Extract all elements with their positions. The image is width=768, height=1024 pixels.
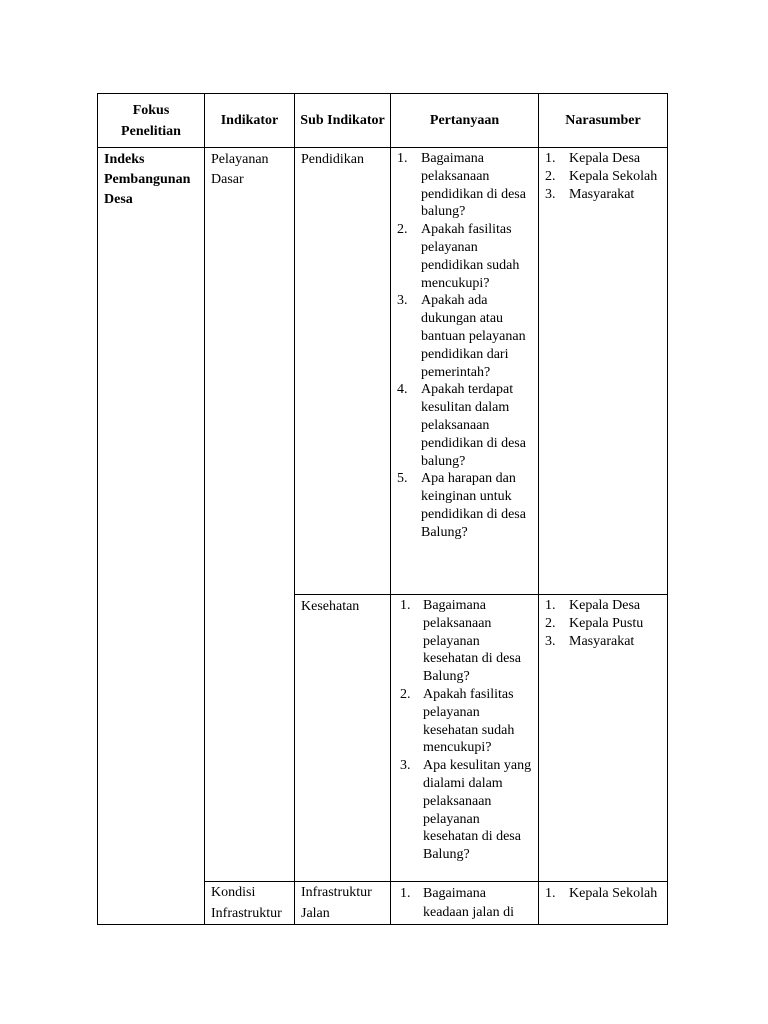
pertanyaan-cell: [391, 148, 539, 595]
list-item: 3. Masyarakat: [545, 633, 635, 649]
sub-indikator-cell: Infrastruktur Jalan: [295, 882, 391, 925]
header-pertanyaan: Pertanyaan: [391, 94, 539, 148]
list-item: 5. Apa harapan dan keinginan untuk pendidikan di desa Balung?: [397, 471, 526, 540]
list-item: 3. Apakah ada dukungan atau bantuan pelayanan pendidikan dari pemerintah?: [397, 293, 526, 380]
list-item: 1. Bagaimana pelaksanaan pendidikan di desa balung?: [397, 151, 526, 220]
list-item: 4. Apakah terdapat kesulitan dalam pelaksanaan pendidikan di desa balung?: [397, 382, 526, 469]
question-list: [397, 595, 532, 864]
narasumber-cell: [539, 148, 668, 595]
list-item: 1. Kepala Desa: [545, 151, 641, 166]
fokus-cell: Indeks Pembangunan Desa: [98, 148, 205, 925]
narasumber-list: [545, 148, 661, 203]
list-item: 1. Kepala Desa: [545, 598, 641, 613]
table-row: [98, 148, 668, 595]
list-item: 2. Kepala Sekolah: [545, 168, 658, 184]
pertanyaan-cell: [391, 882, 539, 925]
indikator-cell: Kondisi Infrastruktur: [205, 882, 295, 925]
list-item: 1. Bagaimana keadaan jalan di: [400, 886, 514, 920]
list-item: 3. Masyarakat: [545, 186, 635, 202]
header-indikator: Indikator: [205, 94, 295, 148]
narasumber-list: [545, 595, 661, 650]
header-fokus: Fokus Penelitian: [98, 94, 205, 148]
pertanyaan-cell: [391, 595, 539, 882]
list-item: 2. Apakah fasilitas pelayanan pendidikan sudah mencukupi?: [397, 222, 520, 291]
question-list: [397, 148, 532, 542]
list-item: 1. Kepala Sekolah: [545, 886, 658, 901]
question-list: [397, 882, 532, 922]
header-row: [98, 94, 668, 148]
sub-indikator-cell: Pendidikan: [295, 148, 391, 595]
list-item: 2. Kepala Pustu: [545, 615, 644, 631]
narasumber-cell: [539, 882, 668, 925]
header-sub-indikator: Sub Indikator: [295, 94, 391, 148]
narasumber-cell: [539, 595, 668, 882]
header-narasumber: Narasumber: [539, 94, 668, 148]
indikator-cell: Pelayanan Dasar: [205, 148, 295, 882]
list-item: 2. Apakah fasilitas pelayanan kesehatan sudah mencukupi?: [400, 686, 515, 756]
research-table: [97, 93, 668, 925]
list-item: 3. Apa kesulitan yang dialami dalam pelaksanaan pelayanan kesehatan di desa Balung?: [400, 758, 532, 863]
list-item: 1. Bagaimana pelaksanaan pelayanan kesehatan di desa Balung?: [400, 598, 521, 685]
sub-indikator-cell: Kesehatan: [295, 595, 391, 882]
narasumber-list: [545, 882, 661, 903]
